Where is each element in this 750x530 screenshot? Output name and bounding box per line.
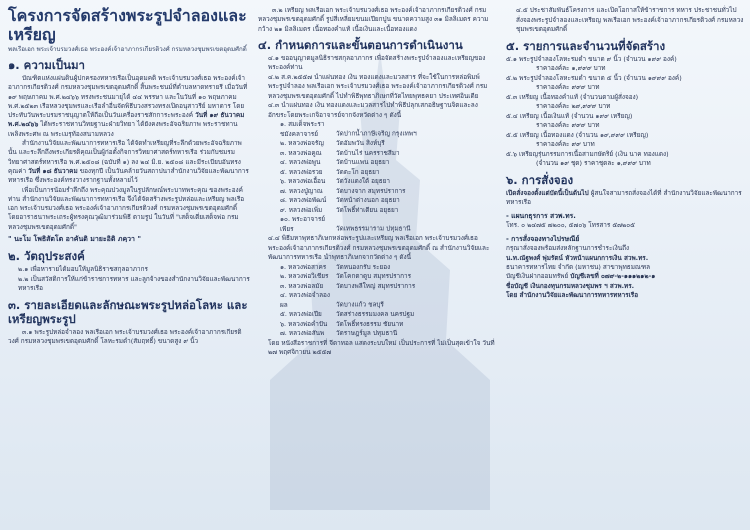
- monk-row: ๗. หลวงปู่ญาณ วัดบางจาก สมุทรปราการ: [280, 186, 406, 195]
- monk-row: ๕. หลวงพ่อเปีย วัดสร่างธรรมมงคล นครปฐม: [280, 310, 415, 319]
- page-subtitle: พลเรือเอก พระเจ้าบรมวงศ์เธอ พระองค์เจ้าอาภากรเกียรติวงศ์ กรมหลวงชุมพรเขตอุดมศักดิ์: [8, 46, 247, 53]
- monk-row: ๒. หลวงพ่อจรัญ วัดอัมพวัน สิงห์บุรี: [280, 139, 385, 148]
- section-1-heading: ๑. ความเป็นมา: [8, 58, 85, 72]
- account-info: บัญชีเงินฝากออมทรัพย์ บัญชีเลขที่ ๐๗๙-๒-๑๑๑๒๑๒-๑: [506, 272, 656, 281]
- schedule-note: โดย หนังสือราชการที่ จีดาทอล แสดงระบบใหม่ เป็นประการที่ ไม่เป็นสุดเข้าใจ วันที่ ๒๗ พฤศจิกายน ๒๕๕๗: [268, 338, 495, 357]
- postal-instructions: กรุณาสั่งจองพร้อมส่งหลักฐานการชำระเงินถึง: [506, 244, 630, 253]
- item-price: ราคาองค์ละ ๙๙๙ บาท: [536, 83, 600, 91]
- monk-row: ๑. สมเด็จพระราชมังคลาจารย์ วัดปากน้ำภาษีเจริญ กรุงเทพฯ: [280, 120, 417, 138]
- monk-row: ๒. หลวงพ่อวิเชียร วัดโคกตาดูบ สมุทรปราการ: [280, 272, 412, 281]
- production-item: ๕.๑ พระรูปจำลองโลหะรมดำ ขนาด ๙ นิ้ว (จำนวน ๑๙๙ องค์): [506, 54, 677, 63]
- monk-row: ๔. หลวงพ่อพูน วัดบ้านแพน อยุธยา: [280, 158, 390, 167]
- section-3-heading: ๓. รายละเอียดและลักษณะพระรูปหล่อโลหะ และเหรียญพระรูป: [8, 297, 248, 326]
- production-item: ๕.๓ เหรียญ เนื้อทองคำแท้ (จำนวนตามผู้สั่งจอง): [506, 92, 639, 101]
- schedule-item: ๔.๓ นำแผ่นทอง เงิน ทองแดงและมวลสารไปทำพิธีปลุกเสกอธิษฐานจิตและลงอักขระโดยพระเกจิอาจารย์จากจังหวัดต่าง ๆ ดังนี้: [268, 101, 478, 119]
- item-list: [506, 55, 744, 169]
- monk-row: ๑. หลวงพ่อสาคร วัดหนองกรับ ระยอง: [280, 262, 391, 271]
- monk-list-2: [258, 263, 496, 339]
- production-item: ๕.๒ พระรูปจำลองโลหะรมดำ ขนาด ๕ นิ้ว (จำนวน ๑๙๙๙ องค์): [506, 73, 682, 82]
- schedule-item: ๔.๑ ขออนุญาตมูลนิธิราชสกุลอาภากร เพื่อจัดสร้างพระรูปจำลองและเหรียญของพระองค์ท่าน: [268, 53, 486, 72]
- section-5-heading: ๕. รายการและจำนวนที่จัดสร้าง: [506, 38, 666, 53]
- schedule-item: ๔.๒ ส.ค.๒๕๕๗ นำแผ่นทอง เงิน ทองแดงและมวลสาร ที่จะใช้ในการหล่อพิมพ์พระรูปจำลอง พลเรือเอก พระเจ้าบรมวงศ์เธอ พระองค์เจ้าอาภากรเกียรติวงศ์ กรมหลวงชุมพรเขตอุดมศักดิ์ ไปทำพิธีพุทธาภิเษกที่วัดไทยพุทธคยา ประเทศอินเดีย: [268, 72, 488, 100]
- item-price: ราคาองค์ละ ๙๙๙ บาท: [536, 121, 600, 129]
- page-title: โครงการจัดสร้างพระรูปจำลองและเหรียญ: [8, 6, 247, 44]
- production-item: ๕.๕ เหรียญ เนื้อทองแดง (จำนวน ๑๙,๙๙๙ เหรียญ): [506, 130, 649, 139]
- coin-description: ๓.๒ เหรียญ พลเรือเอก พระเจ้าบรมวงศ์เธอ พระองค์เจ้าอาภากรเกียรติวงศ์ กรมหลวงชุมพรเขตอุดมศักดิ์ รูปสี่เหลี่ยมขนมเปียกปูน ขนาดความสูง ๓๑ มิลลิเมตร ความกว้าง ๒๑ มิลลิเมตร เนื้อทองคำแท้ เนื้อเงินและเนื้อทองแดง: [258, 6, 489, 33]
- section-3-p1: ๓.๑ พระรูปหล่อจำลอง พลเรือเอก พระเจ้าบรมวงศ์เธอ พระองค์เจ้าอาภากรเกียรติวงศ์ กรมหลวงชุมพรเขตอุดมศักดิ์ โลหะรมดำ(สัมฤทธิ์) ขนาดสูง ๙ นิ้ว: [8, 327, 242, 345]
- account-name: ชื่อบัญชี เงินกองทุนกรมหลวงชุมพร ฯ สวพ.ทร.: [506, 281, 635, 290]
- monk-row: ๔. หลวงพ่อจำลองผล วัดบางแก้ว ชลบุรี: [280, 291, 384, 309]
- monk-row: ๘. หลวงพ่อพัฒน์ วัดหน้าต่างนอก อยุธยา: [280, 196, 400, 205]
- postal-heading: - การสั่งจองทางไปรษณีย์: [506, 235, 580, 244]
- production-item: ๕.๔ เหรียญ เนื้อเงินแท้ (จำนวน ๑๙๙ เหรียญ): [506, 111, 633, 120]
- column-middle: [258, 6, 496, 358]
- section-2-heading: ๒. วัตถุประสงค์: [8, 249, 85, 264]
- production-item: ๕.๖ เหรียญรุ่นกรรมการเนื้อสามกษัตริย์ (เงิน นาค ทองแดง): [506, 149, 669, 158]
- column-right: [506, 6, 744, 300]
- column-left: [8, 6, 250, 346]
- schedule-item: ๔.๔ พิธีมหาพุทธาภิเษกหล่อพระรูปและเหรียญ พลเรือเอก พระเจ้าบรมวงศ์เธอ พระองค์เจ้าอาภากรเกียรติวงศ์ กรมหลวงชุมพรเขตอุดมศักดิ์ ณ สำนักงานวิจัยและพัฒนาการทหารเรือ นำพุทธาภิเษกจากวัดต่าง ๆ ดังนี้: [268, 234, 490, 262]
- issuer: โดย สำนักงานวิจัยและพัฒนาการทหารทหารเรือ: [506, 290, 639, 299]
- monk-row: ๖. หลวงพ่อคำปัน วัดโพธิ์ทรงธรรม ชัยนาท: [280, 319, 404, 328]
- bank-name: ธนาคารทหารไทย จำกัด (มหาชน) สาขาพุทธมณฑล: [506, 262, 651, 271]
- monk-row: ๖. หลวงพ่อเอื้อน วัดวังแดงใต้ อยุธยา: [280, 177, 390, 186]
- monk-row: ๕. หลวงพ่อรวย วัดตะโก อยุธยา: [280, 167, 380, 176]
- section-4-heading: ๔. กำหนดการและขั้นตอนการดำเนินงาน: [258, 37, 463, 52]
- item-price: (จำนวน ๑๙ ชุด) ราคาชุดละ ๑,๙๙๙ บาท: [536, 159, 651, 167]
- contact-person: น.ท.ณัฐพงศ์ พุ่มรัตน์ หัวหน้าแผนกการเงิน สวพ.ทร.: [506, 253, 649, 262]
- monk-row: ๗. หลวงพ่อสันพ วัดราษฎร์มูล ปทุมธานี: [280, 329, 398, 338]
- objective-item: ๒.๑ เพื่อหารายได้มอบให้มูลนิธิราชสกุลอาภากร: [18, 265, 148, 274]
- monk-row: ๓. หลวงพ่อลมัย วัดบางพลีใหญ่ สมุทรปราการ: [280, 281, 416, 290]
- booking-open: เปิดสั่งจองตั้งแต่บัดนี้เป็นต้นไป ผู้สนใจสามารถสั่งจองได้ที่ สำนักงานวิจัยและพัฒนาการทหารเรือ: [506, 188, 742, 206]
- monk-list: [258, 120, 496, 234]
- blessing-quote: " นะโม โพธิสัตโต อาคันติ มายะอิติ ภคฺวา ": [8, 235, 142, 244]
- item-price: ราคาองค์ละ ๑,๙๙๙ บาท: [536, 64, 606, 72]
- section-1-p3: เพื่อเป็นการน้อมรำลึกถึง พระคุณปวงมูลในรูปลักษณ์พระบาทพระคุณ ของพระองค์ท่าน สำนักงานวิจัยและพัฒนาการทหารเรือ จึงได้จัดสร้างพระรูปหล่อและเหรียญ พลเรือเอก พระเจ้าบรมวงศ์เธอ พระองค์เจ้าอาภากรเกียรติวงศ์ กรมหลวงชุมพรเขตอุดมศักดิ์ โดยอาราธนาพระเถระผู้ทรงคุณวุฒิมาร่วมพิธี ตามรูป ในวันที่ "เสด็จเตี่ยเสด็จพ่อ กรมหลวงชุมพรเขตอุดมศักดิ์": [8, 185, 245, 231]
- item-price: ราคาองค์ละ ๙๙ บาท: [536, 140, 595, 148]
- office-heading: - แผนกธุรการ สวพ.ทร.: [506, 212, 576, 221]
- office-phone: โทร. ๐ ๒๔๗๕ ๗๒๐๐, ๕๗๐๖ โทรสาร ๕๗๒๐๕: [506, 221, 635, 230]
- monk-row: ๓. หลวงพ่อคูณ วัดบ้านไร่ นครราชสีมา: [280, 148, 400, 157]
- monk-row: ๙. หลวงพ่อเพิ่ม วัดโพธิ์ท่าเตียน อยุธยา: [280, 205, 399, 214]
- section-1-p1: บัณฑิตแห่งแผ่นดินผู้ปกครองทหารเรือเป็นอุดมคติ พระเจ้าบรมวงศ์เธอ พระองค์เจ้าอาภากรเกียรติวงศ์ กรมหลวงชุมพรเขตอุดมศักดิ์ สิ้นพระชนม์ที่ตำบลหาดทรายรี เมื่อวันที่ ๑๙ พฤษภาคม พ.ศ.๒๔๖๖ ทรงพระชนมายุได้ ๔๔ พรรษา และในวันที่ ๑๐ พฤษภาคม พ.ศ.๒๕๒๓ เรือหลวงชุมพรและเรือลำอื่นจัดพิธีบวงสรวงทรงเปิดอนุสาวรีย์ มหาดาร โดยประทับวันพระบรมราชนุญาตให้ถือเป็นวันเครื่องราชสักการะพระองค์ วันที่ ๑๙ ธันวาคม พ.ศ.๒๔๖๖ ได้พระราชทานวิทยฐานะฝ่ายวิทยา ได้ยังคงพระอัจฉริยภาพ พระราชทานเพลิงพระศพ ณ พระเมรุท้องสนามหลวง: [8, 74, 248, 138]
- section-6-heading: ๖. การสั่งจอง: [506, 172, 574, 187]
- schedule-item: ๔.๕ ประชาสัมพันธ์โครงการ และเปิดโอกาสให้ข้าราชการ ทหาร ประชาชนทั่วไป สั่งจองพระรูปจำลองและเหรียญ พลเรือเอก พระองค์เจ้าอาภากรเกียรติวงศ์ กรมหลวงชุมพรเขตอุดมศักดิ์: [516, 6, 744, 33]
- item-price: ราคาองค์ละ ๒๙,๙๙๙ บาท: [536, 102, 611, 110]
- section-1-p2: สำนักงานวิจัยและพัฒนาการทหารเรือ ได้จัดทำเหรียญที่ระลึกด้วยพระอัจฉริยภาพนั้น และระลึกถึงพระเกียรติคุณเป็นผู้ก่อตั้งกิจการวิทยาศาสตร์ทหารเรือ ร่วมกับชมรมวิทยาศาสตร์ทหารเรือ พ.ศ.๒๕๐๘ (ฉบับที่ ๑) ลง ๒๔ มิ.ย. ๒๕๐๘ และมีระเบียบอันทรงคุณค่า วันที่ ๑๘ ธันวาคม ของทุกปี เป็นวันคล้ายวันสถาปนาสำนักงานวิจัยและพัฒนาการทหารเรือ ซึ่งพระองค์ทรงวางรากฐานทั้งหลายไว้: [8, 139, 249, 185]
- objective-item: ๒.๒ เป็นสวัสดิการให้แก่ข้าราชการทหาร และลูกจ้างของสำนักงานวิจัยและพัฒนาการทหารเรือ: [18, 274, 250, 293]
- monk-row: ๑๐. พระอาจารย์เพียร วัดเทพธรรมาราม ปทุมธานี: [280, 215, 411, 233]
